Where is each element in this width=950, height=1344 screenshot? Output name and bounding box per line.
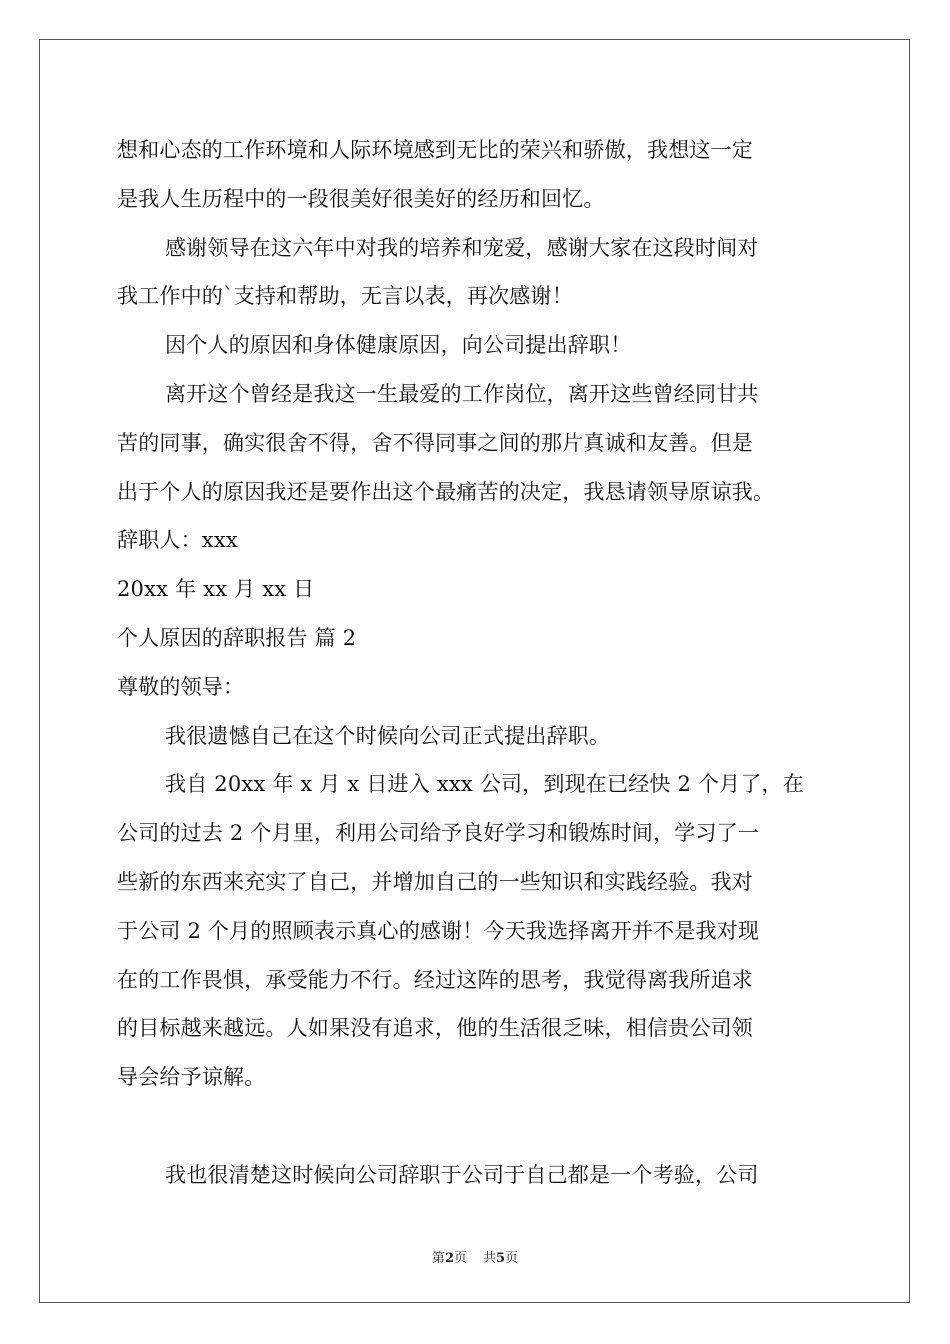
date-line: 20xx 年 xx 月 xx 日 <box>117 577 315 602</box>
blank-line <box>117 1102 837 1151</box>
text-line: 公司的过去 2 个月里，利用公司给予良好学习和锻炼时间，学习了一 <box>117 821 760 846</box>
paragraph-line: 离开这个曾经是我这一生最爱的工作岗位，离开这些曾经同甘共 <box>165 381 759 406</box>
text-line: 想和心态的工作环境和人际环境感到无比的荣兴和骄傲，我想这一定 <box>117 138 753 162</box>
paragraph-line: 因个人的原因和身体健康原因，向公司提出辞职！ <box>165 333 632 358</box>
page-suffix: 页 <box>453 1251 467 1266</box>
text-line: 导会给予谅解。 <box>117 1065 266 1090</box>
salutation: 尊敬的领导： <box>117 674 245 699</box>
total-suffix: 页 <box>505 1251 519 1266</box>
total-prefix: 共 <box>483 1251 497 1266</box>
text-line: 是我人生历程中的一段很美好很美好的经历和回忆。 <box>117 186 605 211</box>
document-body <box>117 126 837 1200</box>
paragraph-line: 我很遗憾自己在这个时候向公司正式提出辞职。 <box>165 723 611 748</box>
signature-line: 辞职人：xxx <box>117 528 238 553</box>
text-line: 在的工作畏惧，承受能力不行。经过这阵的思考，我觉得离我所追求 <box>117 967 753 992</box>
section-title: 个人原因的辞职报告 篇 2 <box>117 625 357 650</box>
text-line: 苦的同事，确实很舍不得，舍不得同事之间的那片真诚和友善。但是 <box>117 430 753 455</box>
paragraph-line: 我自 20xx 年 x 月 x 日进入 xxx 公司，到现在已经快 2 个月了，在 <box>165 772 804 797</box>
page-footer <box>0 1247 950 1266</box>
text-line: 出于个人的原因我还是要作出这个最痛苦的决定，我恳请领导原谅我。 <box>117 479 775 504</box>
total-page-number: 5 <box>496 1251 506 1266</box>
paragraph-line: 我也很清楚这时候向公司辞职于公司于自己都是一个考验，公司 <box>165 1162 759 1187</box>
page-prefix: 第 <box>431 1251 445 1266</box>
text-line: 于公司 2 个月的照顾表示真心的感谢！今天我选择离开并不是我对现 <box>117 918 760 943</box>
text-line: 的目标越来越远。人如果没有追求，他的生活很乏味，相信贵公司领 <box>117 1016 753 1041</box>
current-page-number: 2 <box>444 1251 454 1266</box>
paragraph-line: 感谢领导在这六年中对我的培养和宠爱，感谢大家在这段时间对 <box>165 235 759 260</box>
text-line: 我工作中的`支持和帮助，无言以表，再次感谢！ <box>117 284 573 309</box>
text-line: 些新的东西来充实了自己，并增加自己的一些知识和实践经验。我对 <box>117 869 753 894</box>
